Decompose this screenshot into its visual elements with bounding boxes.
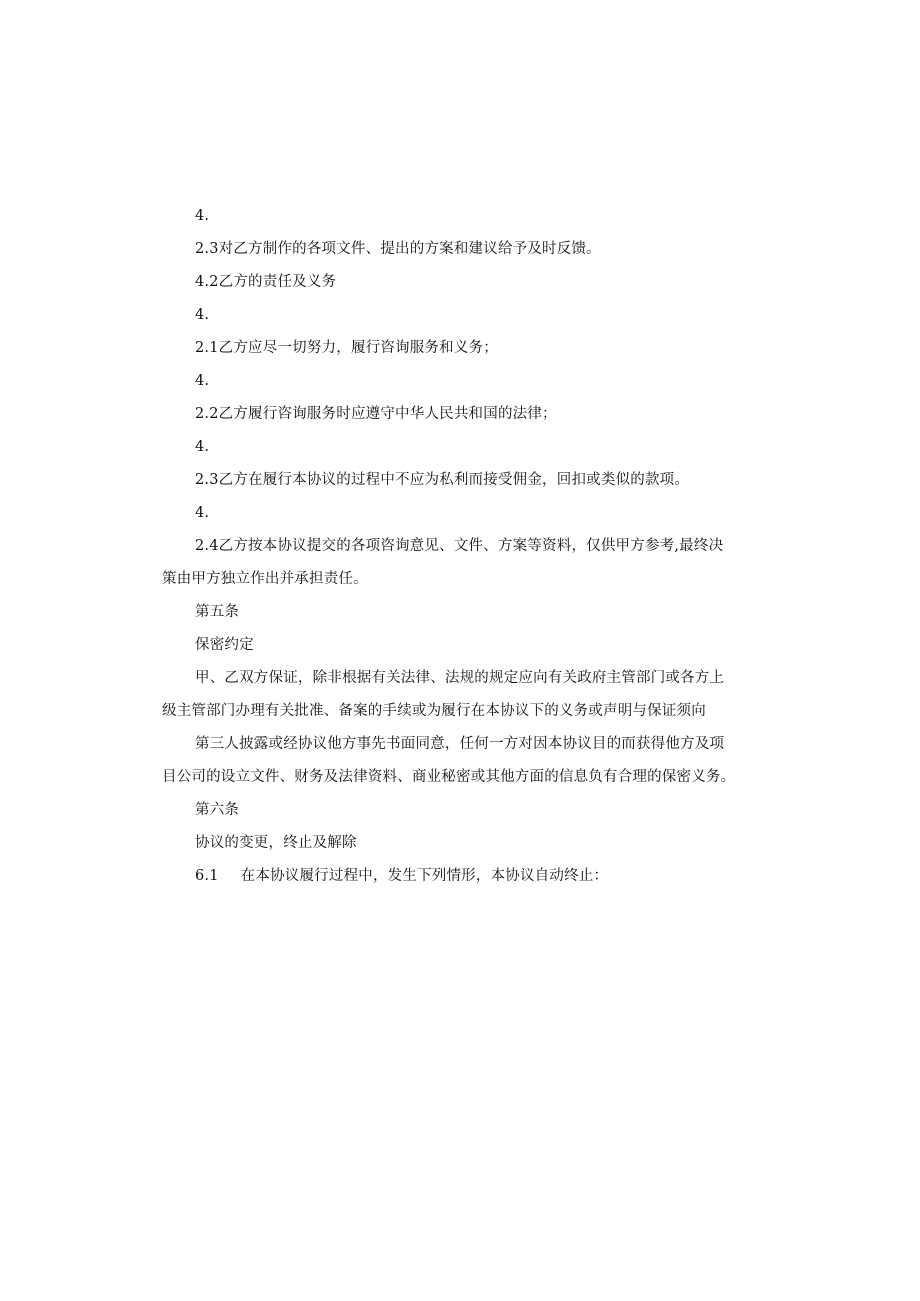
clause-heading: 4.2乙方的责任及义务	[195, 274, 337, 290]
section-number-fragment: 4.	[195, 505, 210, 521]
article-heading: 第五条	[195, 604, 240, 620]
clause-text: 2.3乙方在履行本协议的过程中不应为私利而接受佣金，回扣或类似的款项。	[195, 472, 690, 488]
section-number-fragment: 4.	[195, 208, 210, 224]
paragraph-text: 第三人披露或经协议他方事先书面同意，任何一方对因本协议目的而获得他方及项	[195, 736, 725, 752]
clause-text: 2.4乙方按本协议提交的各项咨询意见、文件、方案等资料，仅供甲方参考,最终决	[195, 538, 724, 554]
document-body	[162, 200, 762, 893]
section-number-fragment: 4.	[195, 373, 210, 389]
clause-number: 6.1	[195, 868, 219, 884]
paragraph-text: 甲、乙双方保证，除非根据有关法律、法规的规定应向有关政府主管部门或各方上	[195, 670, 725, 686]
clause-text: 在本协议履行过程中，发生下列情形，本协议自动终止：	[240, 868, 609, 884]
clause-text: 2.2乙方履行咨询服务时应遵守中华人民共和国的法律；	[195, 406, 557, 422]
article-title: 保密约定	[195, 637, 254, 653]
paragraph-text-continuation: 目公司的设立文件、财务及法律资料、商业秘密或其他方面的信息负有合理的保密义务。	[162, 769, 736, 785]
section-number-fragment: 4.	[195, 307, 210, 323]
article-heading: 第六条	[195, 802, 240, 818]
section-number-fragment: 4.	[195, 439, 210, 455]
paragraph-text-continuation: 级主管部门办理有关批准、备案的手续或为履行在本协议下的义务或声明与保证须向	[162, 703, 706, 719]
clause-6-1	[162, 860, 762, 893]
clause-text: 2.1乙方应尽一切努力，履行咨询服务和义务；	[195, 340, 498, 356]
clause-text: 2.3对乙方制作的各项文件、提出的方案和建议给予及时反馈。	[195, 241, 601, 257]
article-title: 协议的变更，终止及解除	[195, 835, 357, 851]
clause-text-continuation: 策由甲方独立作出并承担责任。	[162, 571, 368, 587]
